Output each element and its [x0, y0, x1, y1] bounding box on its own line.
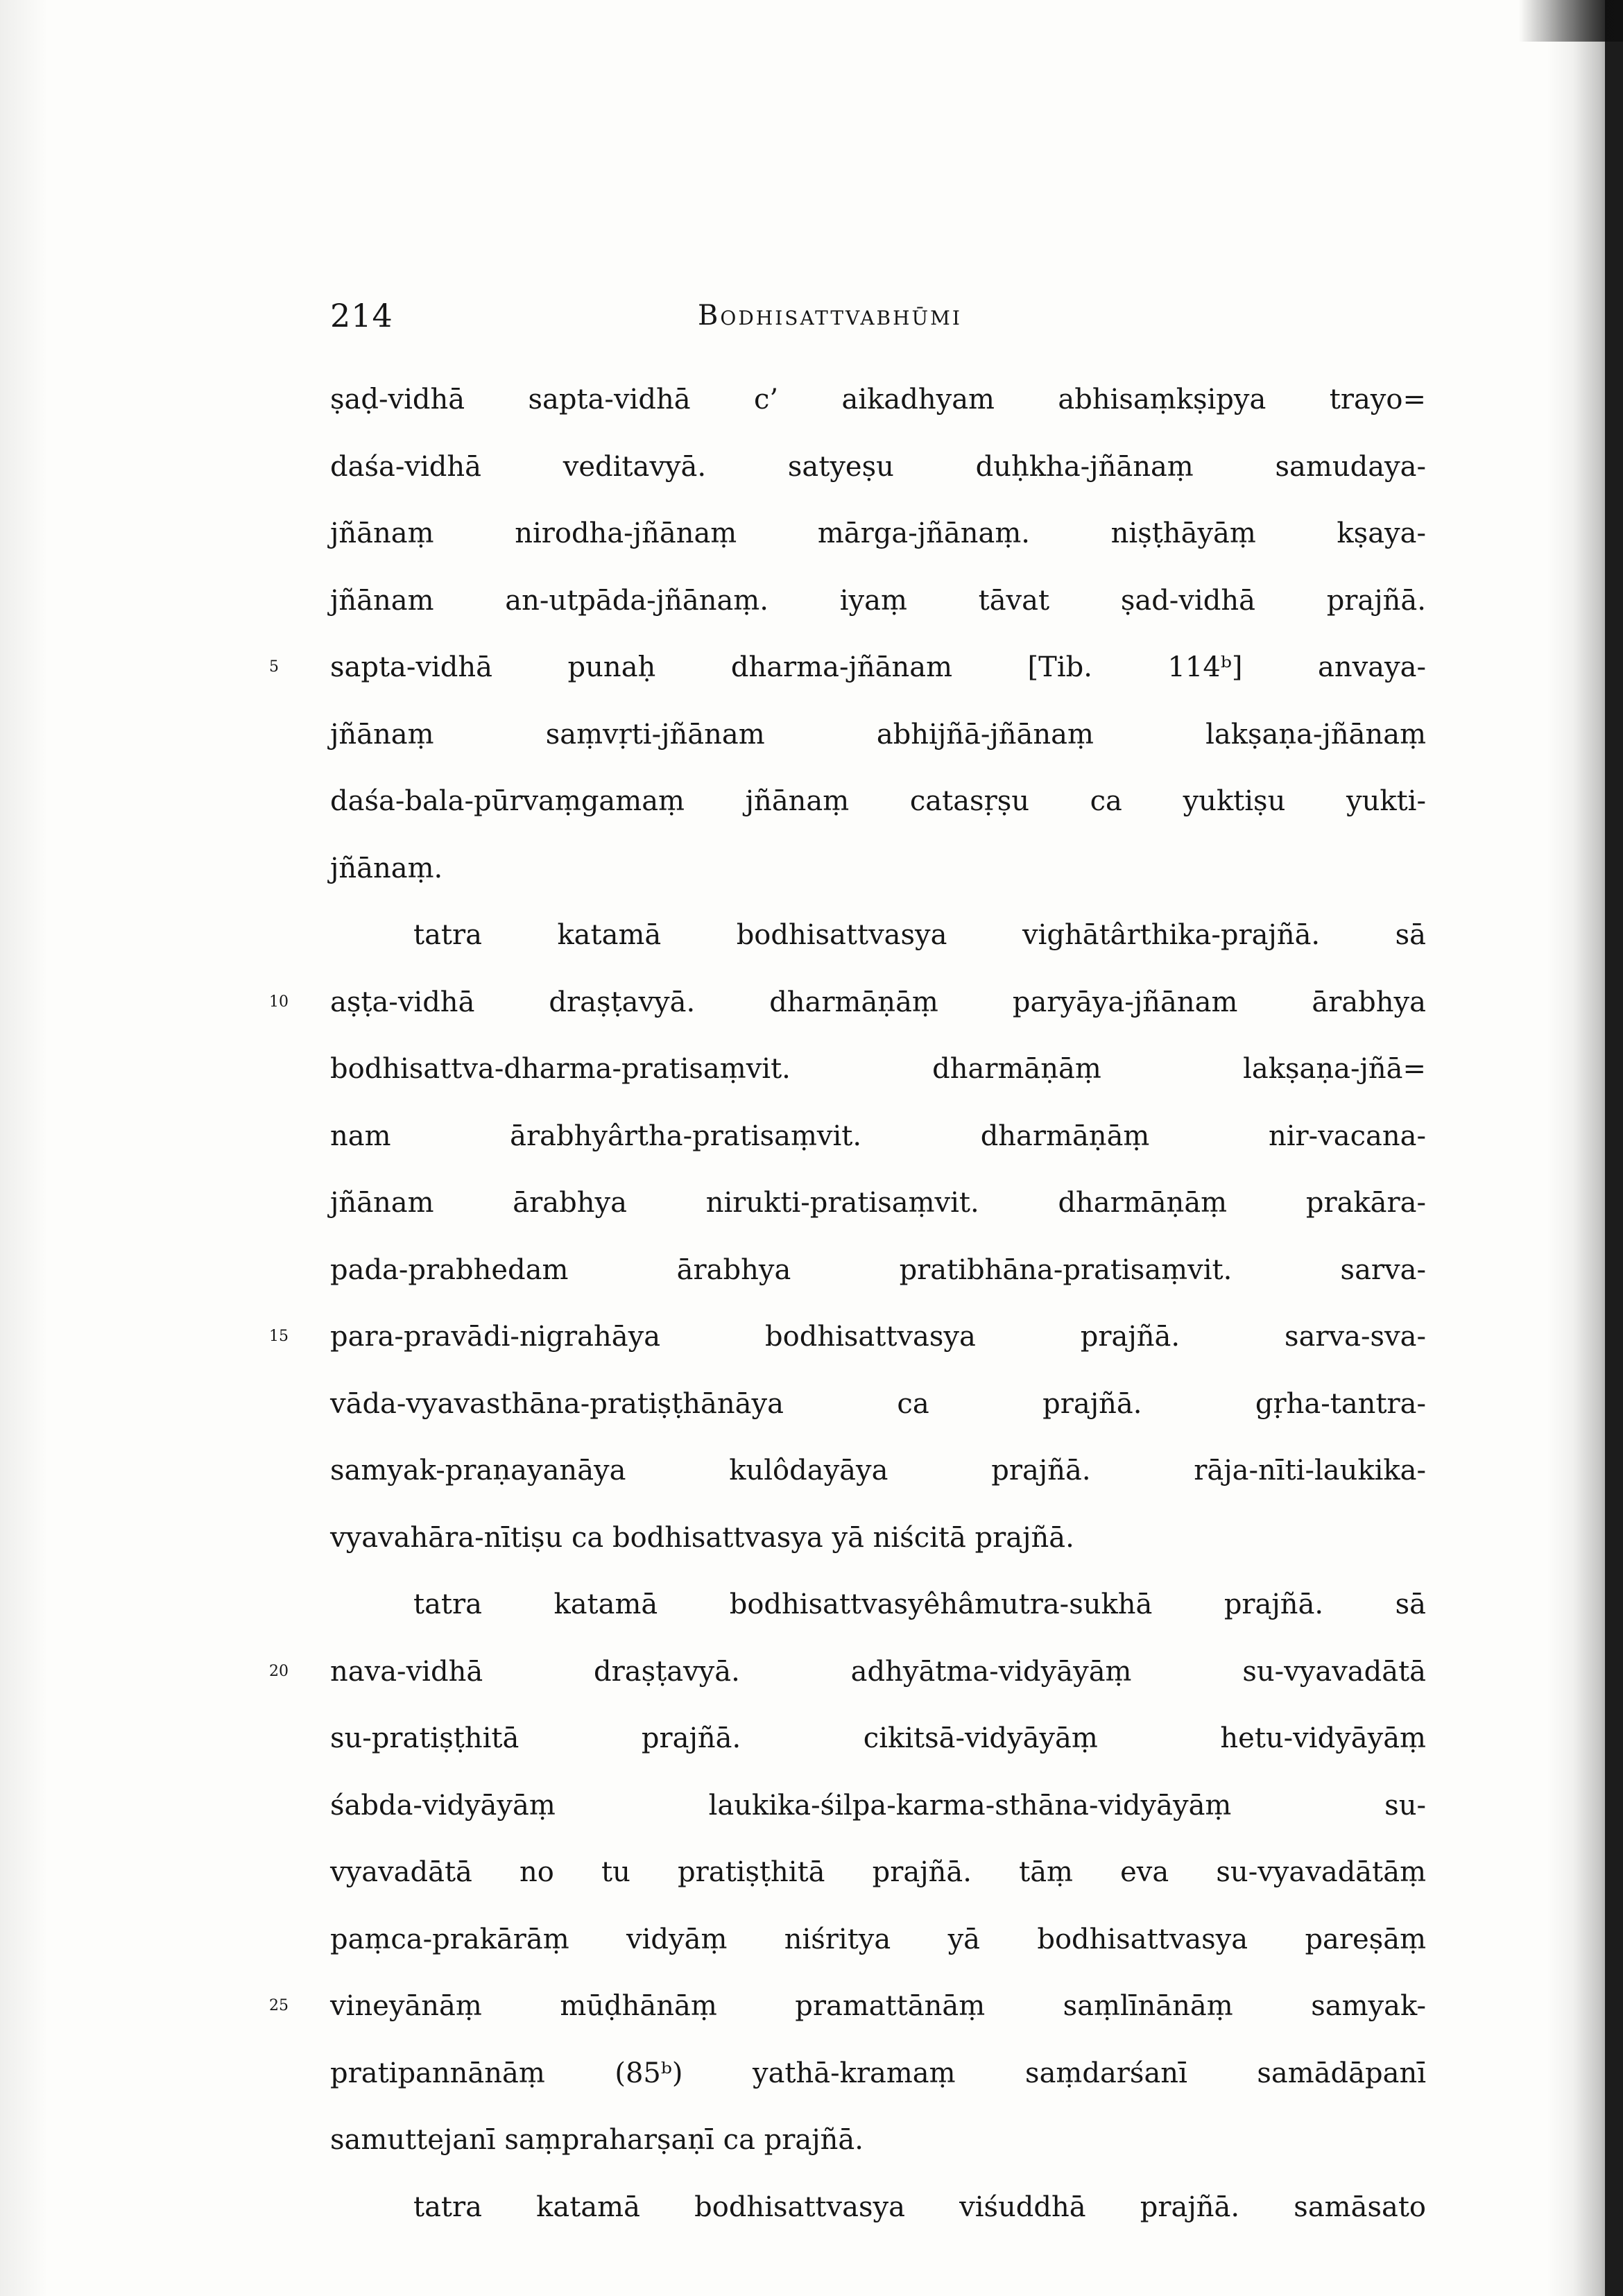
- line-number: 25: [269, 1997, 289, 2014]
- line-text: sapta-vidhā punaḥ dharma-jñānam [Tib. 114ᵇ] anvaya-: [330, 651, 1426, 683]
- text-line: [330, 1906, 1426, 1973]
- line-text: para-pravādi-nigrahāya bodhisattvasya prajñā. sarva-sva-: [330, 1321, 1426, 1353]
- text-line: [330, 835, 1426, 902]
- line-text: jñānaṃ saṃvṛti-jñānam abhijñā-jñānaṃ lakṣaṇa-jñānaṃ: [330, 718, 1426, 751]
- text-line: [330, 2107, 1426, 2174]
- left-edge-shadow: [0, 0, 49, 2296]
- text-line: [330, 2040, 1426, 2107]
- right-gutter-edge: [1605, 0, 1623, 2296]
- text-line: [269, 1303, 1426, 1371]
- line-text: jñānaṃ nirodha-jñānaṃ mārga-jñānaṃ. niṣṭhāyāṃ kṣaya-: [330, 517, 1426, 549]
- line-text: ṣaḍ-vidhā sapta-vidhā c’ aikadhyam abhisaṃkṣipya trayo=: [330, 384, 1426, 415]
- text-line: [330, 366, 1426, 434]
- text-line: [330, 1839, 1426, 1906]
- line-text: tatra katamā bodhisattvasyêhâmutra-sukhā prajñā. sā: [413, 1588, 1426, 1620]
- text-line: [330, 1437, 1426, 1505]
- line-text: samuttejanī saṃpraharṣaṇī ca prajñā.: [330, 2124, 864, 2156]
- line-text: pratipannānāṃ (85ᵇ) yathā-kramaṃ saṃdarśanī samādāpanī: [330, 2057, 1426, 2089]
- line-text: jñānam an-utpāda-jñānaṃ. iyaṃ tāvat ṣad-vidhā prajñā.: [330, 584, 1426, 617]
- text-line: [330, 1036, 1426, 1103]
- line-text: tatra katamā bodhisattvasya viśuddhā prajñā. samāsato: [413, 2191, 1426, 2223]
- text-line: [330, 768, 1426, 835]
- line-text: jñānaṃ.: [330, 852, 443, 884]
- text-line: [269, 1973, 1426, 2040]
- text-line: [330, 1505, 1426, 1572]
- line-text: daśa-bala-pūrvaṃgamaṃ jñānaṃ catasṛṣu ca yuktiṣu yukti-: [330, 785, 1426, 817]
- line-text: paṃca-prakārāṃ vidyāṃ niśritya yā bodhisattvasya pareṣāṃ: [330, 1923, 1426, 1955]
- line-text: vineyānāṃ mūḍhānāṃ pramattānāṃ saṃlīnānāṃ samyak-: [330, 1990, 1426, 2022]
- line-number: 10: [269, 993, 289, 1011]
- line-text: vyavahāra-nītiṣu ca bodhisattvasya yā niścitā prajñā.: [330, 1521, 1074, 1554]
- line-text: aṣṭa-vidhā draṣṭavyā. dharmāṇāṃ paryāya-jñānam ārabhya: [330, 986, 1426, 1018]
- text-line: [330, 1371, 1426, 1438]
- line-text: su-pratiṣṭhitā prajñā. cikitsā-vidyāyāṃ hetu-vidyāyāṃ: [330, 1722, 1426, 1754]
- line-text: daśa-vidhā veditavyā. satyeṣu duḥkha-jñānaṃ samudaya-: [330, 450, 1426, 483]
- text-line: [330, 1705, 1426, 1772]
- line-text: pada-prabhedam ārabhya pratibhāna-pratisaṃvit. sarva-: [330, 1253, 1426, 1286]
- text-line: [330, 1772, 1426, 1840]
- line-text: nam ārabhyârtha-pratisaṃvit. dharmāṇāṃ nir-vacana-: [330, 1120, 1426, 1152]
- text-line: [269, 969, 1426, 1036]
- line-number: 20: [269, 1662, 289, 1680]
- text-line: [330, 567, 1426, 635]
- line-number: 5: [269, 658, 279, 676]
- line-text: samyak-praṇayanāya kulôdayāya prajñā. rāja-nīti-laukika-: [330, 1455, 1426, 1487]
- text-line: [330, 1170, 1426, 1237]
- line-text: śabda-vidyāyāṃ laukika-śilpa-karma-sthāna-vidyāyāṃ su-: [330, 1789, 1426, 1822]
- text-line: [330, 500, 1426, 567]
- text-line: [330, 1237, 1426, 1304]
- body-text: [269, 366, 1426, 2241]
- text-line: [330, 701, 1426, 769]
- page-number: 214: [330, 297, 393, 334]
- top-right-corner-shadow: [1519, 0, 1623, 42]
- line-text: jñānam ārabhya nirukti-pratisaṃvit. dharmāṇāṃ prakāra-: [330, 1187, 1426, 1219]
- text-line: [330, 1103, 1426, 1170]
- line-text: nava-vidhā draṣṭavyā. adhyātma-vidyāyāṃ su-vyavadātā: [330, 1655, 1426, 1688]
- text-line: [330, 902, 1426, 969]
- text-line: [269, 1638, 1426, 1706]
- text-line: [269, 634, 1426, 701]
- text-line: [330, 434, 1426, 501]
- line-text: vāda-vyavasthāna-pratiṣṭhānāya ca prajñā. gṛha-tantra-: [330, 1387, 1426, 1420]
- running-head: Bodhisattvabhūmi: [698, 300, 962, 332]
- text-line: [330, 1571, 1426, 1638]
- line-text: tatra katamā bodhisattvasya vighātârthika-prajñā. sā: [413, 919, 1426, 951]
- line-number: 15: [269, 1328, 289, 1345]
- text-line: [330, 2174, 1426, 2241]
- line-text: vyavadātā no tu pratiṣṭhitā prajñā. tāṃ eva su-vyavadātāṃ: [330, 1856, 1426, 1888]
- page-header: [330, 291, 1426, 340]
- line-text: bodhisattva-dharma-pratisaṃvit. dharmāṇāṃ lakṣaṇa-jñā=: [330, 1053, 1426, 1085]
